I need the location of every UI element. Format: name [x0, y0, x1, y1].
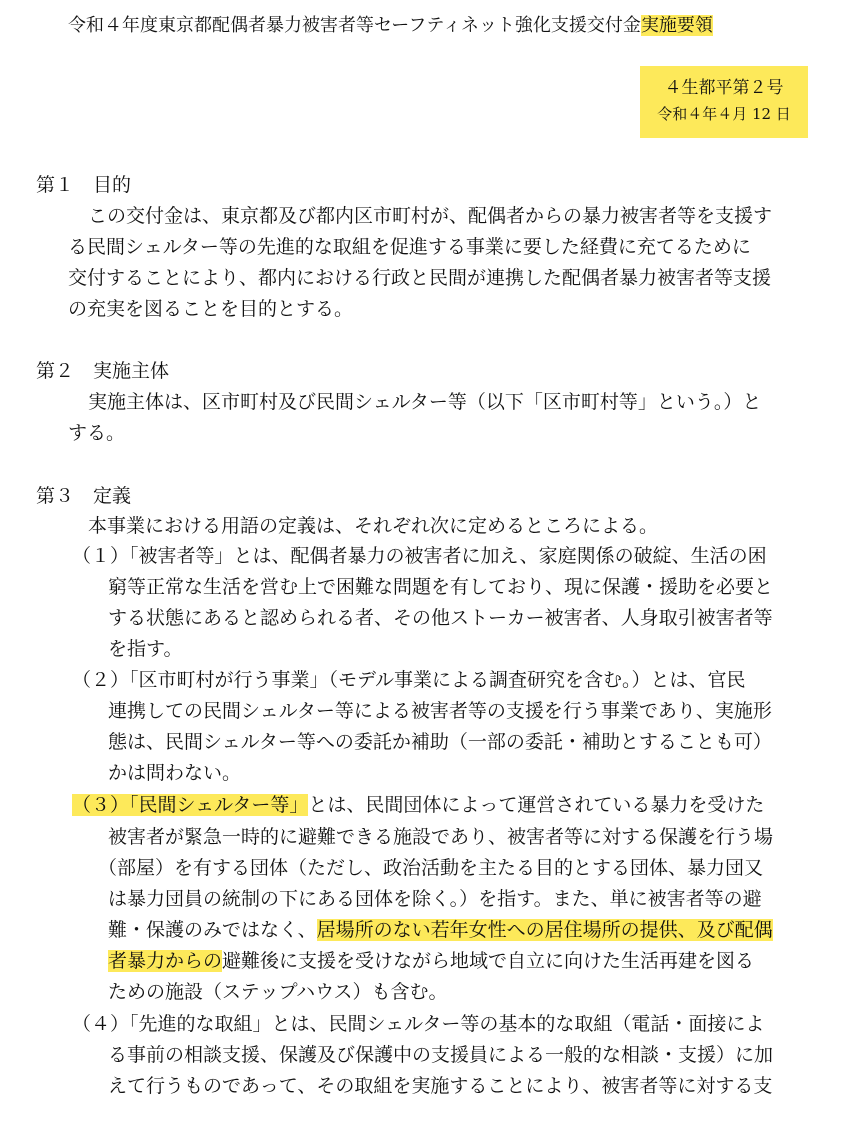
section2-line: 実施主体は、区市町村及び民間シェルター等（以下「区市町村等」という。）と: [88, 391, 762, 413]
item3-line: （部屋）を有する団体（ただし、政治活動を主たる目的とする団体、暴力団又: [98, 857, 764, 879]
section2-heading: 第２ 実施主体: [36, 360, 170, 382]
item3-line: は暴力団員の統制の下にある団体を除く。）を指す。また、単に被害者等の避: [108, 888, 762, 910]
item4-line: （４）「先進的な取組」とは、民間シェルター等の基本的な取組（電話・面接によ: [72, 1013, 765, 1035]
item3-line: ための施設（ステップハウス）も含む。: [108, 981, 448, 1003]
section1-line: この交付金は、東京都及び都内区市町村が、配偶者からの暴力被害者等を支援す: [88, 205, 773, 227]
reference-number: ４生都平第２号: [664, 78, 784, 98]
item2-line: 態は、民間シェルター等への委託か補助（一部の委託・補助とすることも可）: [108, 731, 772, 753]
item3-highlight: 者暴力からの: [108, 950, 223, 972]
section1-line: 交付することにより、都内における行政と民間が連携した配偶者暴力被害者等支援: [68, 267, 772, 289]
item3-line: [72, 792, 764, 818]
title-highlight: 実施要領: [640, 15, 713, 36]
item2-line: 連携しての民間シェルター等による被害者等の支援を行う事業であり、実施形: [108, 700, 772, 722]
item4-line: る事前の相談支援、保護及び保護中の支援員による一般的な相談・支援）に加: [108, 1044, 774, 1066]
item3-line: [108, 917, 773, 943]
item3-number: （３）: [72, 794, 130, 816]
item2-line: （２）「区市町村が行う事業」（モデル事業による調査研究を含む。）とは、官民: [72, 669, 746, 691]
item2-line: かは問わない。: [108, 762, 242, 784]
item3-line: 被害者が緊急一時的に避難できる施設であり、被害者等に対する保護を行う場: [108, 826, 774, 848]
section3-heading: 第３ 定義: [36, 485, 132, 507]
section2-line: する。: [68, 422, 126, 444]
item1-line: （１）「被害者等」とは、配偶者暴力の被害者に加え、家庭関係の破綻、生活の困: [72, 545, 767, 567]
section3-intro: 本事業における用語の定義は、それぞれ次に定めるところによる。: [88, 515, 659, 537]
item3-term: 「民間シェルター等」: [129, 794, 309, 816]
item1-line: 窮等正常な生活を営む上で困難な問題を有しており、現に保護・援助を必要と: [108, 576, 774, 598]
section1-line: る民間シェルター等の先進的な取組を促進する事業に要した経費に充てるために: [68, 236, 751, 258]
section1-line: の充実を図ることを目的とする。: [68, 298, 354, 320]
item3-text: 難・保護のみではなく、: [108, 919, 317, 941]
reference-box: [640, 66, 808, 138]
title-main: 令和４年度東京都配偶者暴力被害者等セーフティネット強化支援交付金: [68, 15, 641, 36]
item3-text: とは、民間団体によって運営されている暴力を受けた: [308, 794, 765, 816]
item4-line: えて行うものであって、その取組を実施することにより、被害者等に対する支: [108, 1075, 773, 1097]
document-title: [68, 14, 828, 38]
item3-line: [108, 948, 754, 974]
item1-line: する状態にあると認められる者、その他ストーカー被害者、人身取引被害者等: [108, 607, 773, 629]
item1-line: を指す。: [108, 638, 183, 660]
section1-heading: 第１ 目的: [36, 174, 132, 196]
item3-highlight: 居場所のない若年女性への居住場所の提供、及び配偶: [316, 919, 773, 941]
item3-text: 避難後に支援を受けながら地域で自立に向けた生活再建を図る: [222, 950, 755, 972]
reference-date: 令和４年４月 12 日: [657, 105, 791, 123]
